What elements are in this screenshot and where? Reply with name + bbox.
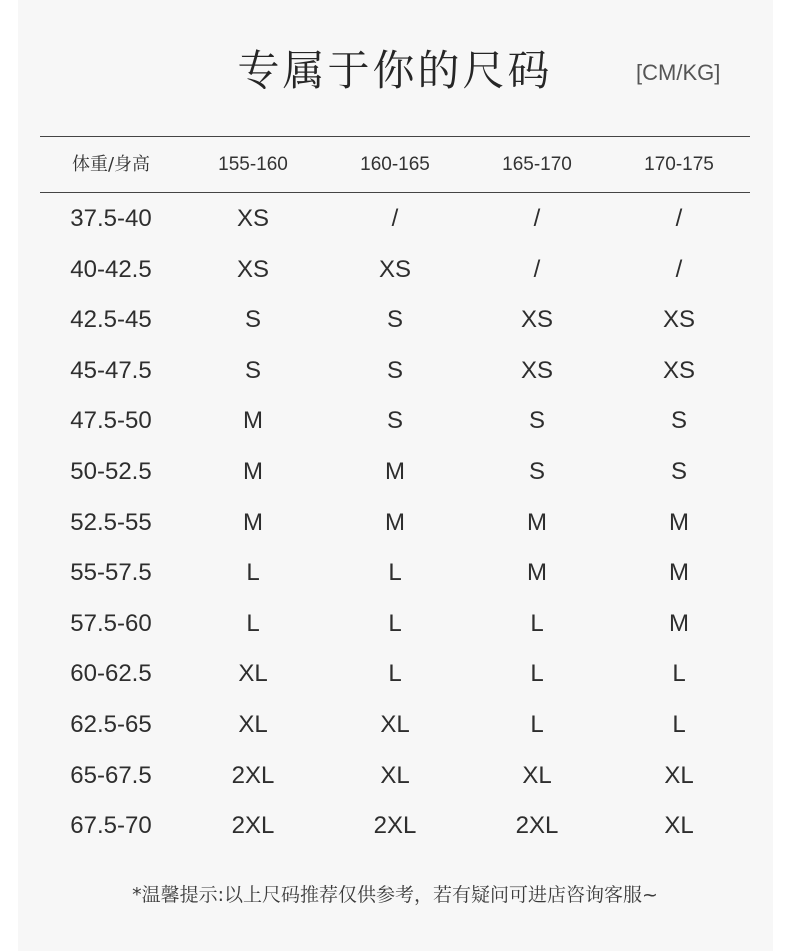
table-row (40, 700, 750, 751)
size-cell: XL (664, 812, 694, 840)
size-cell: L (388, 609, 402, 637)
table-row (40, 751, 750, 802)
weight-range-cell: 55-57.5 (70, 559, 152, 587)
table-row (40, 498, 750, 549)
table-row (40, 649, 750, 700)
size-cell: XS (236, 205, 269, 232)
size-cell: M (243, 457, 263, 485)
size-cell: XS (236, 255, 269, 283)
size-cell: L (530, 710, 544, 738)
weight-range-cell: 37.5-40 (70, 205, 152, 232)
table-header-row (40, 150, 750, 180)
table-row (40, 295, 750, 346)
header-height-155-160: 155-160 (218, 154, 288, 175)
size-cell: M (669, 609, 689, 637)
size-cell: XS (520, 356, 553, 384)
table-row (40, 447, 750, 498)
size-cell: / (675, 255, 683, 283)
weight-range-cell: 45-47.5 (70, 356, 152, 384)
header-height-170-175: 170-175 (644, 154, 714, 175)
header-weight-height: 体重/身高 (71, 154, 151, 175)
size-cell: M (243, 407, 263, 435)
size-cell: M (527, 508, 547, 536)
table-row (40, 194, 750, 245)
size-cell: M (527, 559, 547, 587)
size-cell: S (528, 457, 545, 485)
size-cell: XL (522, 761, 552, 789)
size-cell: L (672, 660, 686, 688)
weight-range-cell: 62.5-65 (70, 710, 152, 738)
size-cell: XS (520, 306, 553, 334)
size-cell: S (244, 306, 261, 334)
weight-range-cell: 40-42.5 (70, 255, 152, 283)
size-cell: L (672, 710, 686, 738)
unit-label: [CM/KG] (636, 60, 721, 85)
weight-range-cell: 60-62.5 (70, 660, 152, 688)
size-cell: L (388, 660, 402, 688)
size-cell: L (388, 559, 402, 587)
size-cell: / (533, 255, 541, 283)
size-cell: XL (238, 710, 268, 738)
weight-range-cell: 65-67.5 (70, 761, 152, 789)
size-cell: L (246, 609, 260, 637)
size-cell: / (675, 205, 683, 232)
size-cell: XS (662, 356, 695, 384)
table-row (40, 801, 750, 852)
size-cell: S (244, 356, 261, 384)
size-cell: M (243, 508, 263, 536)
weight-range-cell: 67.5-70 (70, 812, 152, 840)
size-cell: / (391, 205, 399, 232)
table-row (40, 548, 750, 599)
size-cell: S (386, 407, 403, 435)
size-cell: XL (664, 761, 694, 789)
size-table-body (40, 194, 750, 852)
table-row (40, 245, 750, 296)
weight-range-cell: 57.5-60 (70, 609, 152, 637)
table-header-divider (40, 192, 750, 193)
size-cell: 2XL (373, 812, 417, 840)
size-cell: S (528, 407, 545, 435)
size-cell: 2XL (231, 812, 275, 840)
size-cell: XS (662, 306, 695, 334)
size-cell: L (530, 609, 544, 637)
table-row (40, 599, 750, 650)
size-cell: M (669, 508, 689, 536)
header-height-160-165: 160-165 (360, 154, 430, 175)
size-cell: XL (238, 660, 268, 688)
table-row (40, 396, 750, 447)
size-cell: 2XL (515, 812, 559, 840)
size-cell: XL (380, 710, 410, 738)
size-cell: L (246, 559, 260, 587)
weight-range-cell: 47.5-50 (70, 407, 152, 435)
weight-range-cell: 50-52.5 (70, 457, 152, 485)
size-cell: S (386, 306, 403, 334)
table-row (40, 346, 750, 397)
size-cell: XS (378, 255, 411, 283)
size-cell: L (530, 660, 544, 688)
footnote: *温馨提示:以上尺码推荐仅供参考，若有疑问可进店咨询客服~ (132, 884, 658, 906)
table-top-divider (40, 136, 750, 137)
size-cell: M (385, 508, 405, 536)
weight-range-cell: 42.5-45 (70, 306, 152, 334)
size-cell: S (386, 356, 403, 384)
size-cell: S (670, 407, 687, 435)
size-cell: XL (380, 761, 410, 789)
weight-range-cell: 52.5-55 (70, 508, 152, 536)
size-cell: 2XL (231, 761, 275, 789)
size-cell: M (669, 559, 689, 587)
size-cell: M (385, 457, 405, 485)
header-height-165-170: 165-170 (502, 154, 572, 175)
page-title: 专属于你的尺码 (237, 46, 553, 95)
size-cell: / (533, 205, 541, 232)
size-cell: S (670, 457, 687, 485)
